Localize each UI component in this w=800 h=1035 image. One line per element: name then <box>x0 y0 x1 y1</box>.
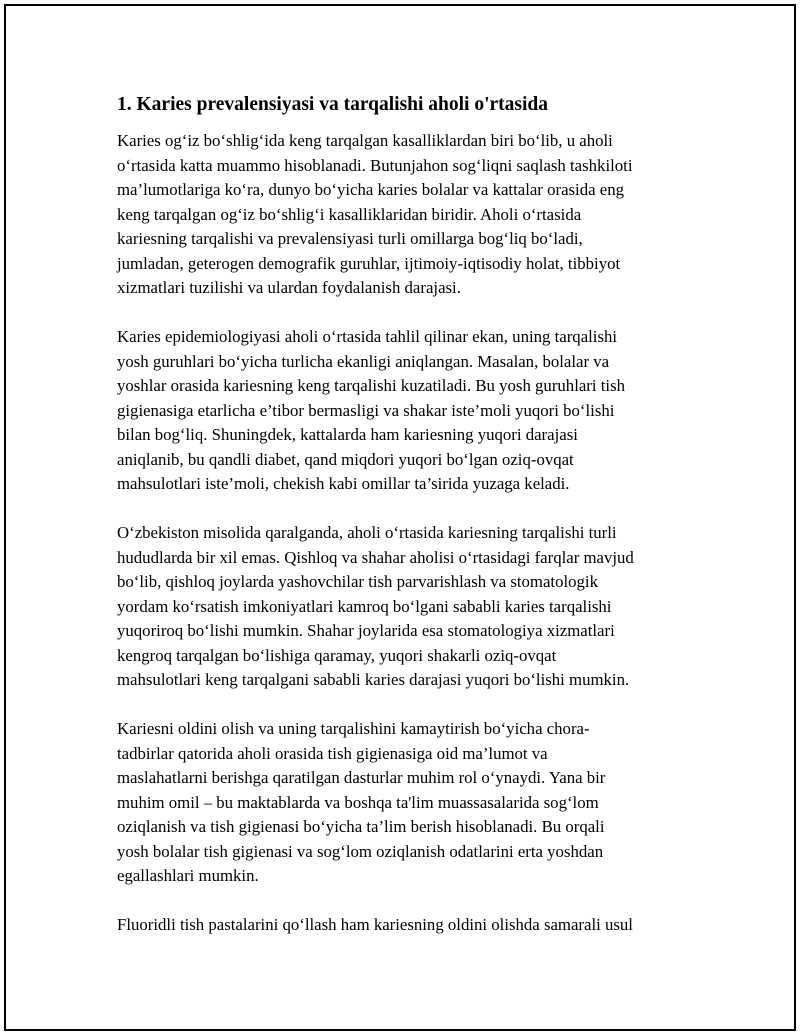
text-line: yosh guruhlari bo‘yicha turlicha ekanligi aniqlangan. Masalan, bolalar va <box>117 351 610 371</box>
text-line: Karies og‘iz bo‘shlig‘ida keng tarqalgan kasalliklardan biri bo‘lib, u aholi <box>117 131 613 150</box>
text-line: mahsulotlari keng tarqalgani sababli karies darajasi yuqori bo‘lishi mumkin. <box>117 670 630 689</box>
paragraph-1 <box>117 129 687 301</box>
text-line: jumladan, geterogen demografik guruhlar, ijtimoiy-iqtisodiy holat, tibbiyot <box>117 253 621 273</box>
text-line: bilan bog‘liq. Shuningdek, kattalarda ham kariesning yuqori darajasi <box>117 425 578 444</box>
text-line: gigienasiga etarlicha e’tibor bermasligi va shakar iste’moli yuqori bo‘lishi <box>117 400 615 420</box>
paragraph-2 <box>117 325 687 497</box>
text-line: o‘rtasida katta muammo hisoblanadi. Butunjahon sog‘liqni saqlash tashkiloti <box>117 155 633 175</box>
text-line: maslahatlarni berishga qaratilgan dasturlar muhim rol o‘ynaydi. Yana bir <box>117 768 606 787</box>
text-line: mahsulotlari iste’moli, chekish kabi omillar ta’sirida yuzaga keladi. <box>117 474 570 493</box>
text-line: oziqlanish va tish gigienasi bo‘yicha ta’lim berish hisoblanadi. Bu orqali <box>117 817 605 836</box>
text-line: aniqlanib, bu qandli diabet, qand miqdori yuqori bo‘lgan oziq-ovqat <box>117 449 574 469</box>
text-line: ma’lumotlariga ko‘ra, dunyo bo‘yicha karies bolalar va kattalar orasida eng <box>117 180 624 199</box>
text-line: bo‘lib, qishloq joylarda yashovchilar tish parvarishlash va stomatologik <box>117 572 598 591</box>
section-title: 1. Karies prevalensiyasi va tarqalishi aholi o'rtasida <box>117 94 549 115</box>
text-line: egallashlari mumkin. <box>117 866 259 885</box>
text-line: yordam ko‘rsatish imkoniyatlari kamroq bo‘lgani sababli karies tarqalishi <box>117 596 612 616</box>
text-line: yoshlar orasida kariesning keng tarqalishi kuzatiladi. Bu yosh guruhlari tish <box>117 376 625 395</box>
document-body <box>117 92 687 962</box>
text-line: xizmatlari tuzilishi va ulardan foydalanish darajasi. <box>117 278 461 297</box>
text-line: Karies epidemiologiyasi aholi o‘rtasida tahlil qilinar ekan, uning tarqalishi <box>117 327 618 346</box>
text-line: yosh bolalar tish gigienasi va sog‘lom oziqlanish odatlarini erta yoshdan <box>117 841 604 861</box>
text-line: yuqoriroq bo‘lishi mumkin. Shahar joylarida esa stomatologiya xizmatlari <box>117 621 615 640</box>
paragraph-5 <box>117 913 687 938</box>
text-line: O‘zbekiston misolida qaralganda, aholi o‘rtasida kariesning tarqalishi turli <box>117 523 617 542</box>
text-line: Fluoridli tish pastalarini qo‘llash ham kariesning oldini olishda samarali usul <box>117 915 633 934</box>
paragraphs-container <box>117 129 687 938</box>
text-line: kariesning tarqalishi va prevalensiyasi turli omillarga bog‘liq bo‘ladi, <box>117 229 583 248</box>
text-line: tadbirlar qatorida aholi orasida tish gigienasiga oid ma’lumot va <box>117 743 548 763</box>
paragraph-3 <box>117 521 687 693</box>
text-line: kengroq tarqalgan bo‘lishiga qaramay, yuqori shakarli oziq-ovqat <box>117 645 557 665</box>
text-line: muhim omil – bu maktablarda va boshqa ta'lim muassasalarida sog‘lom <box>117 792 599 812</box>
text-line: Kariesni oldini olish va uning tarqalishini kamaytirish bo‘yicha chora- <box>117 719 590 738</box>
text-line: keng tarqalgan og‘iz bo‘shlig‘i kasalliklaridan biridir. Aholi o‘rtasida <box>117 204 582 224</box>
text-line: hududlarda bir xil emas. Qishloq va shahar aholisi o‘rtasidagi farqlar mavjud <box>117 547 634 567</box>
paragraph-4 <box>117 717 687 889</box>
